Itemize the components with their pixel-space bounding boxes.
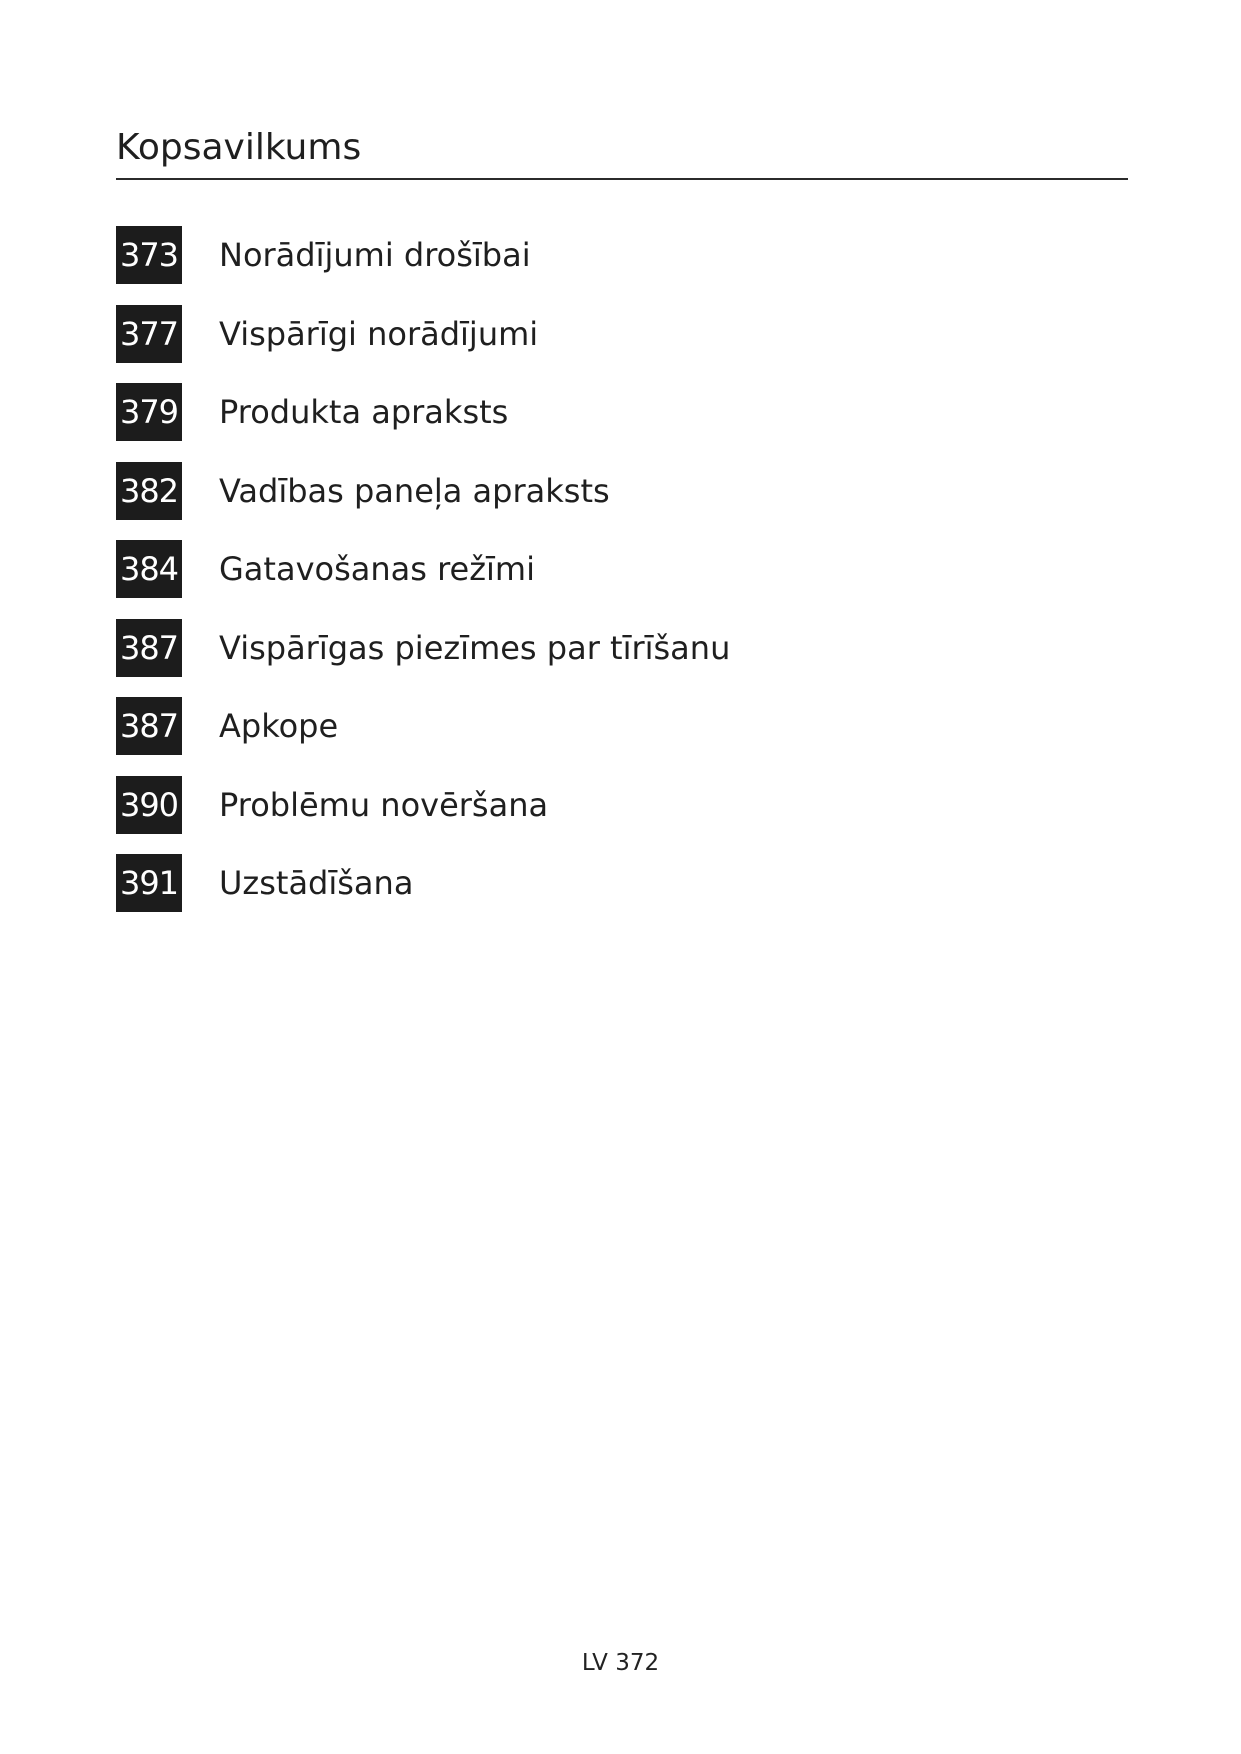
toc-item-cleaning[interactable] [116, 619, 1128, 677]
page-footer-number: LV 372 [581, 1650, 660, 1676]
toc-label: Norādījumi drošībai [219, 236, 531, 274]
toc-label: Vispārīgas piezīmes par tīrīšanu [219, 628, 731, 667]
toc-page-number: 373 [116, 226, 182, 284]
title-divider [116, 178, 1128, 180]
toc-label: Vadības paneļa apraksts [219, 471, 610, 510]
toc-label: Apkope [219, 707, 339, 745]
page-title: Kopsavilkums [116, 127, 362, 168]
toc-page-number: 387 [116, 697, 182, 755]
toc-item-maintenance[interactable] [116, 697, 1128, 755]
toc-label: Uzstādīšana [219, 864, 414, 902]
toc-label: Problēmu novēršana [219, 785, 549, 824]
toc-item-cooking-modes[interactable] [116, 540, 1128, 598]
toc-page-number: 377 [116, 305, 182, 363]
toc-page-number: 387 [116, 619, 182, 677]
toc-item-safety[interactable] [116, 226, 1128, 284]
toc-label: Vispārīgi norādījumi [219, 314, 539, 353]
table-of-contents [116, 226, 1128, 933]
toc-page-number: 382 [116, 462, 182, 520]
toc-page-number: 391 [116, 854, 182, 912]
toc-page-number: 384 [116, 540, 182, 598]
toc-item-troubleshooting[interactable] [116, 776, 1128, 834]
toc-item-control-panel[interactable] [116, 462, 1128, 520]
toc-label: Produkta apraksts [219, 393, 509, 431]
toc-item-general[interactable] [116, 305, 1128, 363]
toc-page-number: 379 [116, 383, 182, 441]
toc-item-product[interactable] [116, 383, 1128, 441]
toc-item-installation[interactable] [116, 854, 1128, 912]
toc-page-number: 390 [116, 776, 182, 834]
toc-label: Gatavošanas režīmi [219, 550, 535, 588]
